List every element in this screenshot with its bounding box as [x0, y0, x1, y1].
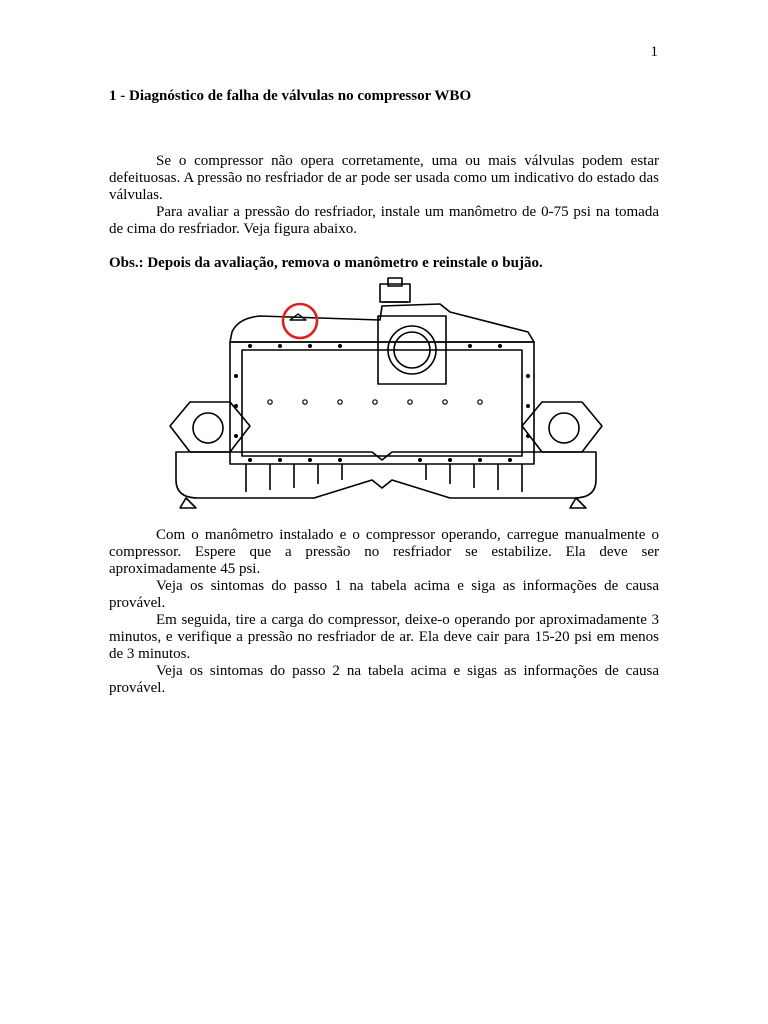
procedure-section: [109, 527, 659, 697]
intro-section: [109, 153, 659, 238]
paragraph: Para avaliar a pressão do resfriador, instale um manômetro de 0-75 psi na tomada de cima do resfriador. Veja figura abaixo.: [109, 204, 659, 237]
paragraph: Veja os sintomas do passo 2 na tabela acima e sigas as informações de causa provável.: [109, 663, 659, 696]
paragraph: Com o manômetro instalado e o compressor operando, carregue manualmente o compressor. Espere que a pressão no resfriador se estabilize. Ela deve ser aproximadamente 45 psi.: [109, 527, 659, 577]
paragraph: Em seguida, tire a carga do compressor, deixe-o operando por aproximadamente 3 minutos, e verifique a pressão no resfriador de ar. Ela deve cair para 15-20 psi em menos de 3 minutos.: [109, 612, 659, 662]
page-number: 1: [650, 44, 658, 60]
air-cooler-figure: [150, 276, 620, 516]
air-cooler-drawing: [150, 276, 620, 516]
paragraph: Veja os sintomas do passo 1 na tabela acima e siga as informações de causa provável.: [109, 578, 659, 611]
paragraph: Se o compressor não opera corretamente, uma ou mais válvulas podem estar defeituosas. A pressão no resfriador de ar pode ser usada como um indicativo do estado das válvulas.: [109, 153, 659, 203]
document-title: 1 - Diagnóstico de falha de válvulas no compressor WBO: [109, 88, 472, 104]
observation-note: Obs.: Depois da avaliação, remova o manômetro e reinstale o bujão.: [109, 255, 543, 271]
plug-highlight-circle: [283, 304, 317, 338]
